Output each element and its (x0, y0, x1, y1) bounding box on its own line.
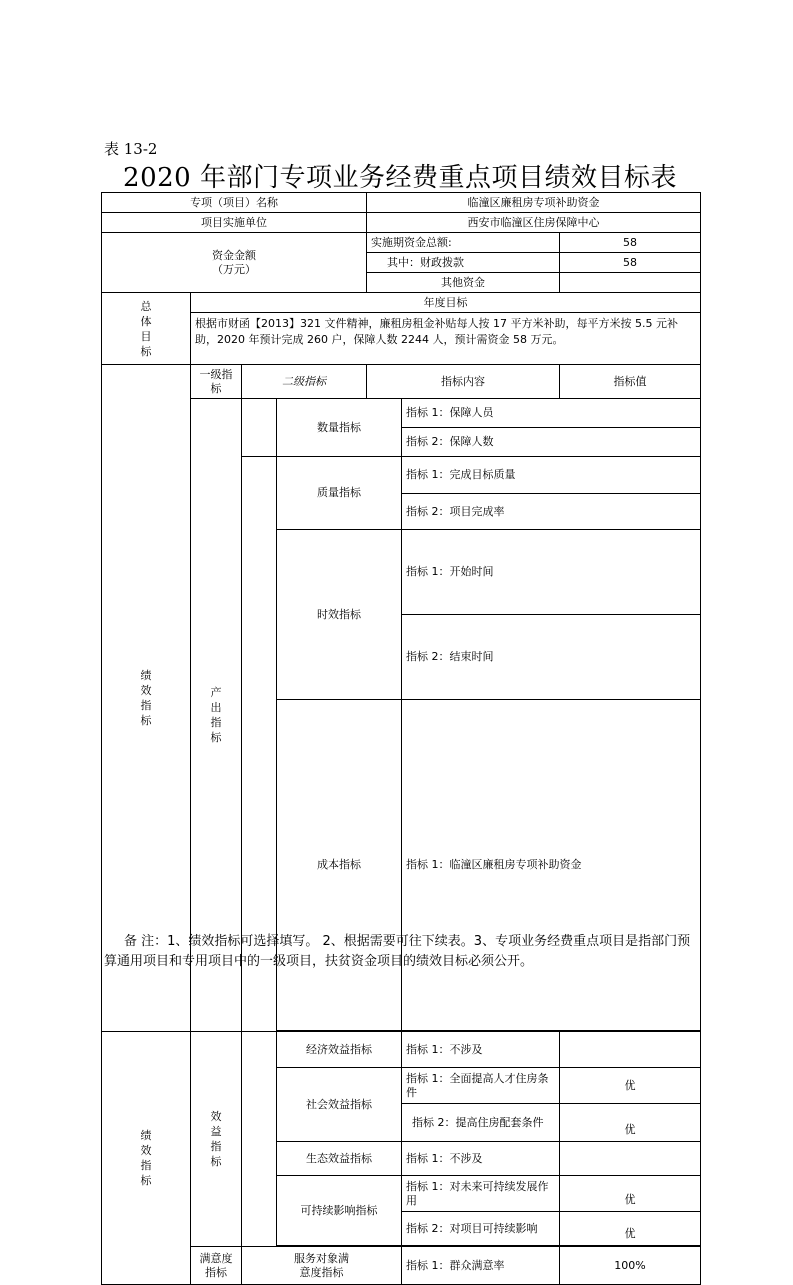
benefit-label: 效益指标 (210, 1110, 222, 1168)
document-title: 2020 年部门专项业务经费重点项目绩效目标表 (123, 163, 677, 193)
social-row-1-value: 优 (560, 1068, 701, 1104)
level1-header: 一级指标 (191, 365, 242, 399)
sustainable-row-2-content: 指标 2：对项目可持续影响 (402, 1212, 560, 1246)
project-name-row (102, 193, 701, 213)
sustainable-row-2-value: 优 (560, 1212, 701, 1246)
social-row-1-content: 指标 1：全面提高人才住房条件 (402, 1068, 560, 1104)
total-funds-label: 实施期资金总额: (367, 233, 560, 253)
overall-target-label-cell (102, 293, 191, 365)
table-row (102, 1032, 701, 1068)
timeliness-label: 时效指标 (277, 530, 402, 700)
value-header: 指标值 (560, 365, 701, 399)
table-number: 表 13-2 (104, 140, 158, 158)
satisfaction-label-cell (191, 1247, 242, 1285)
cost-row-1-content: 指标 1：临潼区廉租房专项补助资金 (402, 700, 701, 1031)
project-name-label: 专项（项目）名称 (102, 193, 367, 213)
satisfaction-label: 满意度指标 (199, 1251, 233, 1279)
quantity-label: 数量指标 (277, 399, 402, 457)
timeliness-row-2-content: 指标 2：结束时间 (402, 615, 701, 700)
level2-header: 二级指标 (242, 365, 367, 399)
satisfaction-row-1-content: 指标 1：群众满意率 (402, 1247, 560, 1285)
quality-row-2-content: 指标 2：项目完成率 (402, 494, 701, 530)
perf-section-label-2: 绩效指标 (140, 1129, 152, 1187)
footnote: 备 注：1、绩效指标可选择填写。 2、根据需要可往下续表。3、专项业务经费重点项目是指部门预算通用项目和专用项目中的一级项目，扶贫资金项目的绩效目标必须公开。 (104, 934, 691, 969)
spacer-cell (242, 399, 277, 457)
total-funds-value: 58 (560, 233, 701, 253)
fiscal-funds-label: 其中：财政拨款 (367, 253, 560, 273)
economic-row-1-value (560, 1032, 701, 1068)
table-row (102, 399, 701, 428)
overall-target-content: 根据市财函【2013】321 文件精神，廉租房租金补贴每人按 17 平方米补助，每平方米按 5.5 元补助，2020 年预计完成 260 户，保障人数 2244 人，预计需资金 58 万元。 (191, 313, 701, 365)
ecological-label: 生态效益指标 (277, 1142, 402, 1176)
satisfaction-level2: 服务对象满意度指标 (294, 1251, 349, 1279)
table-row (102, 1247, 701, 1285)
impl-unit-value: 西安市临潼区住房保障中心 (367, 213, 701, 233)
satisfaction-level2-cell (242, 1247, 402, 1285)
economic-row-1-content: 指标 1：不涉及 (402, 1032, 560, 1068)
timeliness-row-1-content: 指标 1：开始时间 (402, 530, 701, 615)
overall-target-header-row (102, 293, 701, 313)
quantity-row-2-content: 指标 2：保障人数 (402, 428, 701, 457)
project-name-value: 临潼区廉租房专项补助资金 (367, 193, 701, 213)
performance-target-table (101, 192, 701, 1285)
other-funds-label: 其他资金 (367, 273, 560, 293)
overall-target-content-row (102, 313, 701, 365)
annual-target-header: 年度目标 (191, 293, 701, 313)
funds-label: 资金金额 (212, 248, 256, 262)
funds-unit: （万元） (212, 262, 256, 276)
funds-total-row (102, 233, 701, 253)
other-funds-value (560, 273, 701, 293)
output-label: 产出指标 (210, 686, 222, 744)
satisfaction-row-1-value: 100% (560, 1247, 701, 1285)
economic-label: 经济效益指标 (277, 1032, 402, 1068)
cost-label: 成本指标 (277, 700, 402, 1031)
sustainable-label: 可持续影响指标 (277, 1176, 402, 1246)
sustainable-row-1-content: 指标 1：对未来可持续发展作用 (402, 1176, 560, 1212)
perf-header-row (102, 365, 701, 399)
sustainable-row-1-value: 优 (560, 1176, 701, 1212)
benefit-label-cell (191, 1032, 242, 1247)
perf-section-label: 绩效指标 (140, 669, 152, 727)
social-row-2-value: 优 (560, 1104, 701, 1142)
overall-target-label: 总体目标 (140, 299, 152, 358)
content-header: 指标内容 (367, 365, 560, 399)
fiscal-funds-value: 58 (560, 253, 701, 273)
quantity-row-1-content: 指标 1：保障人员 (402, 399, 701, 428)
funds-label-cell (102, 233, 367, 293)
social-row-2-content: 指标 2：提高住房配套条件 (402, 1104, 560, 1142)
impl-unit-label: 项目实施单位 (102, 213, 367, 233)
quality-label: 质量指标 (277, 457, 402, 530)
perf-section-label-cell-2 (102, 1032, 191, 1285)
ecological-row-1-value (560, 1142, 701, 1176)
quality-row-1-content: 指标 1：完成目标质量 (402, 457, 701, 494)
impl-unit-row (102, 213, 701, 233)
social-label: 社会效益指标 (277, 1068, 402, 1142)
spacer-cell (242, 1032, 277, 1247)
ecological-row-1-content: 指标 1：不涉及 (402, 1142, 560, 1176)
